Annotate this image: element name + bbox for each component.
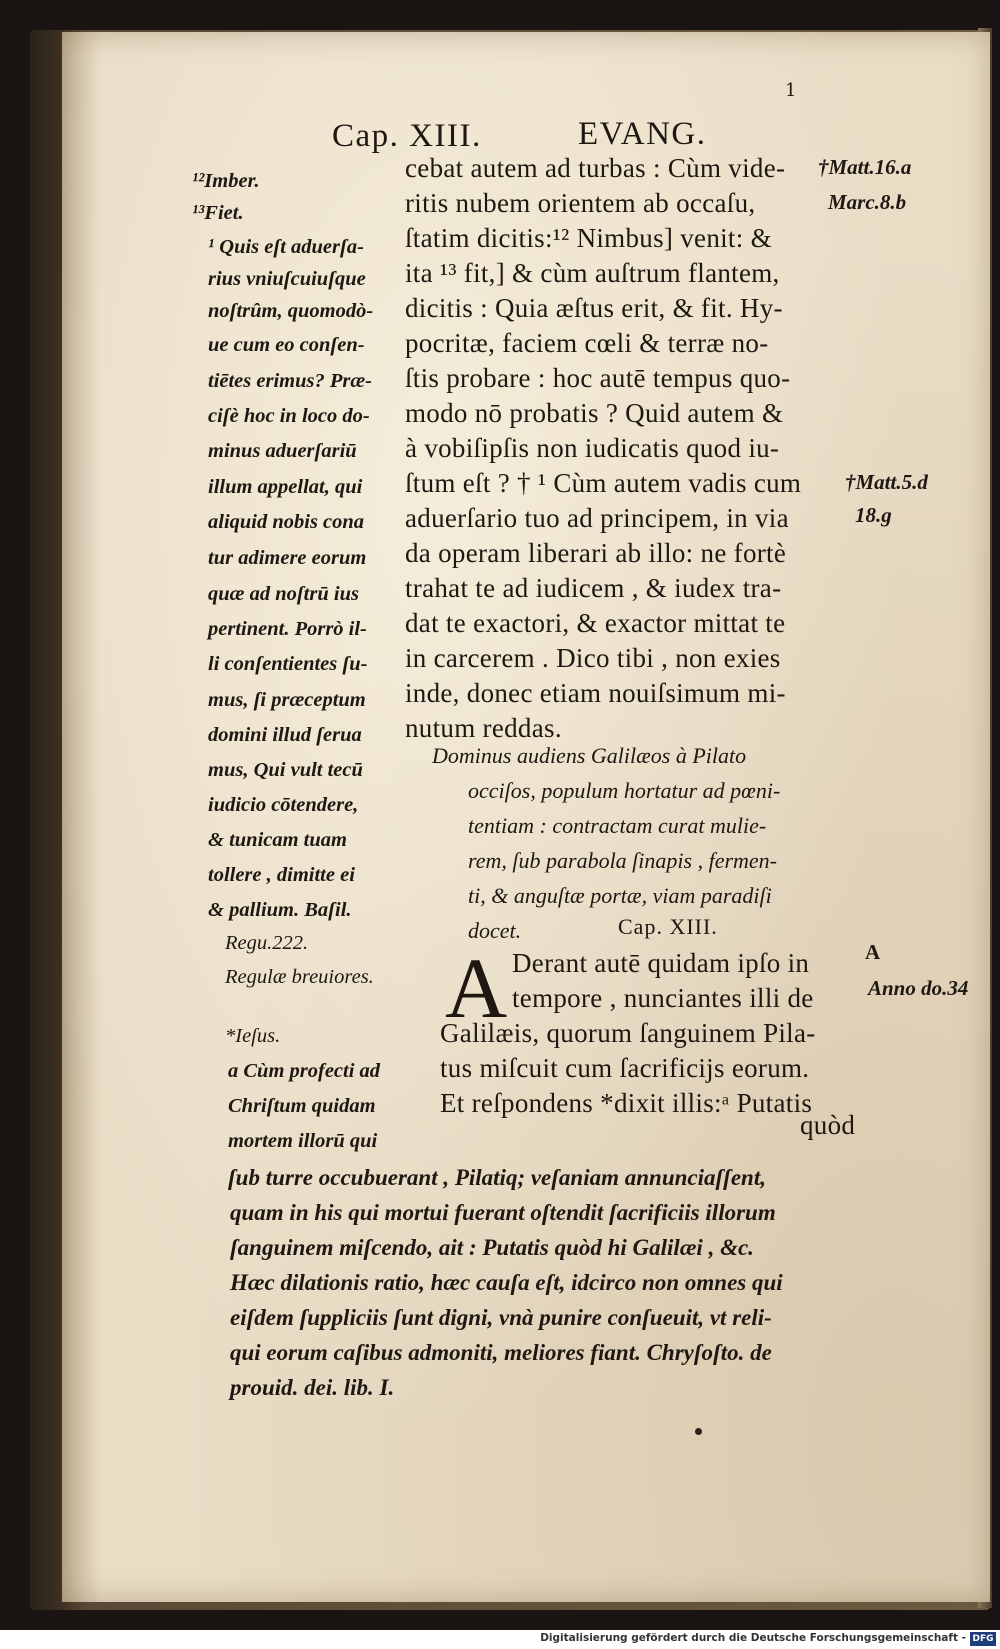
summary-line: tentiam : contractam curat mulie- (468, 813, 767, 838)
summary-line: Dominus audiens Galilæos à Pilato (432, 743, 747, 768)
summary-line: ti, & anguſtæ portæ, viam paradiſi (468, 883, 772, 908)
main-line: inde, donec etiam nouiſsimum mi- (405, 678, 786, 708)
margin-note: ¹³Fiet. (192, 202, 244, 224)
drop-capital: A (445, 940, 508, 1036)
chapter-line: tempore , nunciantes illi de (512, 983, 814, 1013)
footnote-line: Hæc dilationis ratio, hæc cauſa eſt, idcirco non omnes qui (230, 1270, 783, 1295)
ink-spot (695, 1428, 702, 1435)
margin-note: mus, Qui vult tecū (208, 759, 363, 781)
page-mark: 1 (785, 80, 797, 101)
margin-note: iudicio cōtendere, (208, 794, 359, 816)
chapter-line: tus miſcuit cum ſacrificijs eorum. (440, 1053, 810, 1083)
margin-note: Regulæ breuiores. (225, 966, 374, 988)
summary-chapter-number: Cap. XIII. (618, 914, 718, 939)
margin-note: pertinent. Porrò il- (208, 618, 367, 640)
main-line: cebat autem ad turbas : Cùm vide- (405, 153, 786, 183)
cross-reference: 18.g (855, 503, 892, 527)
margin-note: mortem illorū qui (228, 1130, 378, 1152)
margin-note: tur adimere eorum (208, 547, 367, 569)
main-line: nutum reddas. (405, 713, 562, 743)
main-line: dat te exactori, & exactor mittat te (405, 608, 786, 638)
margin-note: tiētes erimus? Præ- (208, 370, 372, 392)
footnote-line: ſub turre occubuerant , Pilatiq; veſaniam annunciaſſent, (228, 1165, 766, 1190)
footnote-line: ſanguinem miſcendo, ait : Putatis quòd hi Galilæi , &c. (230, 1235, 754, 1260)
main-line: trahat te ad iudicem , & iudex tra- (405, 573, 782, 603)
main-line: ſtum eſt ? † ¹ Cùm autem vadis cum (405, 468, 802, 498)
digitization-credit: Digitalisierung gefördert durch die Deutsche Forschungsgemeinschaft - (540, 1632, 966, 1644)
main-line: à vobiſipſis non iudicatis quod iu- (405, 433, 780, 463)
margin-note: ciſè hoc in loco do- (208, 405, 370, 427)
cross-reference: †Matt.16.a (818, 155, 912, 179)
main-line: ita ¹³ fit,] & cùm auſtrum flantem, (405, 258, 780, 288)
main-line: da operam liberari ab illo: ne fortè (405, 538, 787, 568)
summary-line: docet. (468, 918, 522, 943)
margin-note: ¹²Imber. (192, 170, 260, 192)
section-letter: A (865, 940, 881, 964)
margin-note: quæ ad noſtrū ius (208, 583, 359, 605)
main-line: modo nō probatis ? Quid autem & (405, 398, 784, 428)
margin-note: Regu.222. (225, 932, 309, 954)
margin-note: aliquid nobis cona (208, 511, 365, 533)
margin-note: tollere , dimitte ei (208, 864, 355, 886)
cross-reference: †Matt.5.d (845, 470, 928, 494)
cross-reference: Marc.8.b (828, 190, 907, 214)
margin-note: rius vniuſcuiuſque (208, 268, 366, 290)
running-head-book: EVANG. (578, 116, 707, 152)
margin-note: a Cùm profecti ad (228, 1060, 381, 1082)
footnote-line: eiſdem ſuppliciis ſunt digni, vnà punire conſueuit, vt reli- (230, 1305, 772, 1330)
chapter-line: Galilæis, quorum ſanguinem Pila- (440, 1018, 816, 1048)
main-line: dicitis : Quia æſtus erit, & fit. Hy- (405, 293, 783, 323)
chapter-line: Et reſpondens *dixit illis:ᵃ Putatis (440, 1088, 813, 1118)
chapter-line: quòd (800, 1110, 856, 1140)
main-line: ſtis probare : hoc autē tempus quo- (405, 363, 791, 393)
chapter-line: Derant autē quidam ipſo in (512, 948, 810, 978)
running-head-chapter: Cap. XIII. (332, 118, 482, 154)
margin-note: & pallium. Baſil. (208, 899, 352, 921)
year-note: Anno do.34 (868, 976, 969, 1000)
margin-note: li conſentientes ſu- (208, 653, 368, 675)
main-line: in carcerem . Dico tibi , non exies (405, 643, 781, 673)
dfg-logo: DFG (970, 1632, 996, 1646)
margin-note: *Ieſus. (225, 1025, 281, 1047)
margin-note: noſtrûm, quomodò- (208, 300, 374, 322)
main-line: ritis nubem orientem ab occaſu, (405, 188, 756, 218)
margin-note: domini illud ſerua (208, 724, 362, 746)
margin-note: minus aduerſariū (208, 440, 357, 462)
margin-note: illum appellat, qui (208, 476, 363, 498)
footnote-line: qui eorum caſibus admoniti, meliores fiant. Chryſoſto. de (230, 1340, 772, 1365)
footnote-line: prouid. dei. lib. I. (230, 1375, 395, 1400)
main-line: pocritæ, faciem cœli & terræ no- (405, 328, 769, 358)
main-line: aduerſario tuo ad principem, in via (405, 503, 789, 533)
footnote-line: quam in his qui mortui fuerant oſtendit ſacrificiis illorum (230, 1200, 776, 1225)
margin-note: mus, ſi præceptum (208, 689, 366, 711)
margin-note: ue cum eo conſen- (208, 334, 365, 356)
margin-note: & tunicam tuam (208, 829, 347, 851)
margin-note: Chriſtum quidam (228, 1095, 376, 1117)
summary-line: rem, ſub parabola ſinapis , fermen- (468, 848, 777, 873)
summary-line: occiſos, populum hortatur ad pœni- (468, 778, 781, 803)
margin-note: ¹ Quis eſt aduerſa- (208, 236, 364, 258)
main-line: ſtatim dicitis:¹² Nimbus] venit: & (405, 223, 772, 253)
